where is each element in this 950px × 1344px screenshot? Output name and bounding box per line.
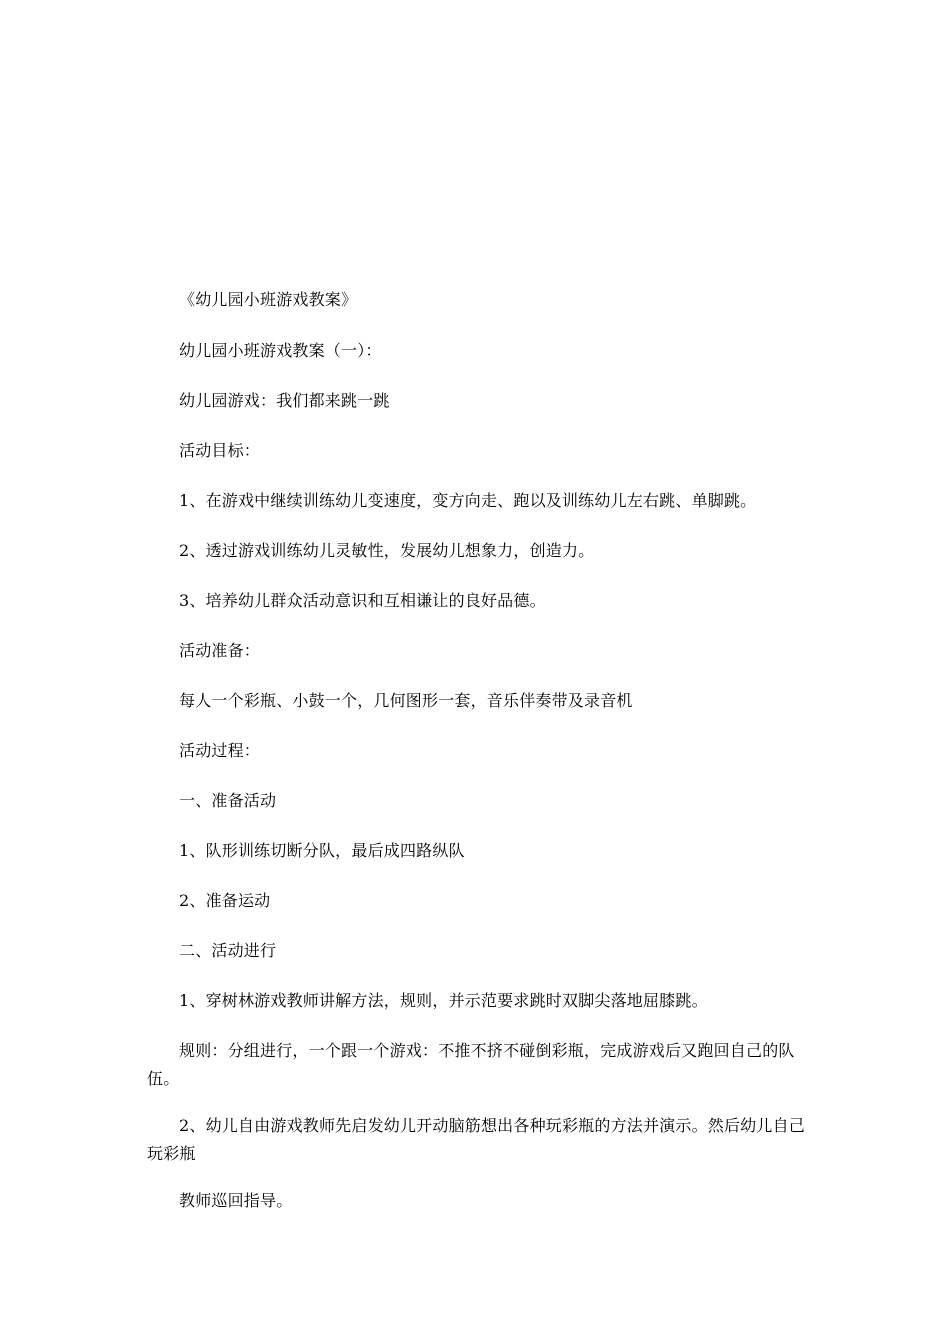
document-title: 《幼儿园小班游戏教案》 — [179, 290, 358, 309]
objective-item: 1、在游戏中继续训练幼儿变速度，变方向走、跑以及训练幼儿左右跳、单脚跳。 — [179, 491, 757, 510]
process-item: 2、幼儿自由游戏教师先启发幼儿开动脑筋想出各种玩彩瓶的方法并演示。然后幼儿自己玩彩瓶 — [147, 1116, 805, 1163]
process-heading: 活动过程： — [179, 741, 261, 760]
process-subheading: 一、准备活动 — [179, 791, 277, 810]
game-title: 幼儿园游戏：我们都来跳一跳 — [179, 391, 390, 410]
objective-item: 2、透过游戏训练幼儿灵敏性，发展幼儿想象力，创造力。 — [179, 541, 595, 560]
objective-item: 3、培养幼儿群众活动意识和互相谦让的良好品德。 — [179, 591, 546, 610]
objectives-heading: 活动目标： — [179, 441, 261, 460]
process-item: 2、准备运动 — [179, 891, 271, 910]
rules-text: 规则：分组进行，一个跟一个游戏：不推不挤不碰倒彩瓶，完成游戏后又跑回自己的队伍。 — [147, 1041, 795, 1088]
preparation-heading: 活动准备： — [179, 641, 261, 660]
process-item: 1、队形训练切断分队，最后成四路纵队 — [179, 841, 465, 860]
process-subheading: 二、活动进行 — [179, 941, 277, 960]
process-item: 教师巡回指导。 — [179, 1191, 293, 1210]
process-item: 1、穿树林游戏教师讲解方法，规则，并示范要求跳时双脚尖落地屈膝跳。 — [179, 991, 708, 1010]
section-heading: 幼儿园小班游戏教案（一）： — [179, 341, 382, 360]
preparation-text: 每人一个彩瓶、小鼓一个，几何图形一套，音乐伴奏带及录音机 — [179, 691, 633, 710]
